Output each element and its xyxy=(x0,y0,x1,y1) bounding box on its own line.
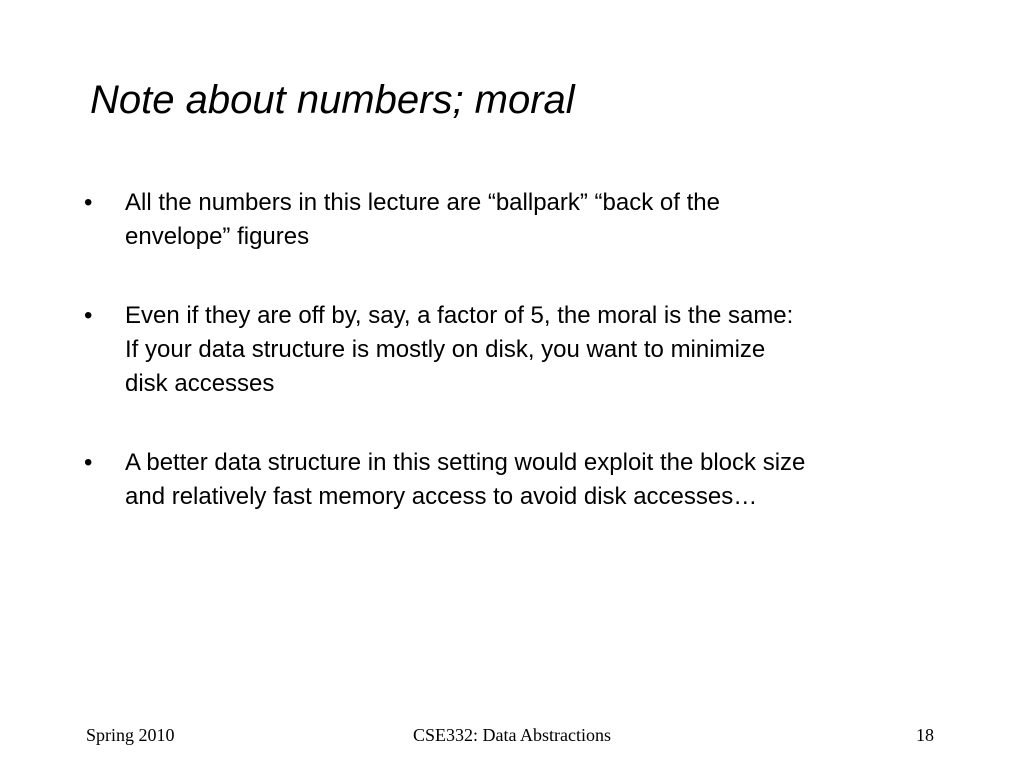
bullet-text-line: envelope” figures xyxy=(125,223,310,250)
bullet-item xyxy=(84,186,964,254)
bullet-text-line: Even if they are off by, say, a factor of 5, the moral is the same: xyxy=(125,302,794,329)
bullet-item xyxy=(84,299,964,401)
bullet-icon: • xyxy=(84,302,93,329)
bullet-icon: • xyxy=(84,189,93,216)
bullet-text-line: If your data structure is mostly on disk, you want to minimize xyxy=(125,336,766,363)
bullet-text-line: A better data structure in this setting would exploit the block size xyxy=(125,449,806,476)
bullet-list xyxy=(84,186,964,559)
bullet-text-line: disk accesses xyxy=(125,370,275,397)
footer-page-number: 18 xyxy=(916,725,934,745)
bullet-text-line: All the numbers in this lecture are “ballpark” “back of the xyxy=(125,189,720,216)
footer-date: Spring 2010 xyxy=(86,725,175,745)
bullet-icon: • xyxy=(84,449,93,476)
bullet-text-line: and relatively fast memory access to avoid disk accesses… xyxy=(125,483,758,510)
bullet-item xyxy=(84,446,964,514)
footer-course-title: CSE332: Data Abstractions xyxy=(413,725,611,745)
slide-title: Note about numbers; moral xyxy=(90,78,575,122)
